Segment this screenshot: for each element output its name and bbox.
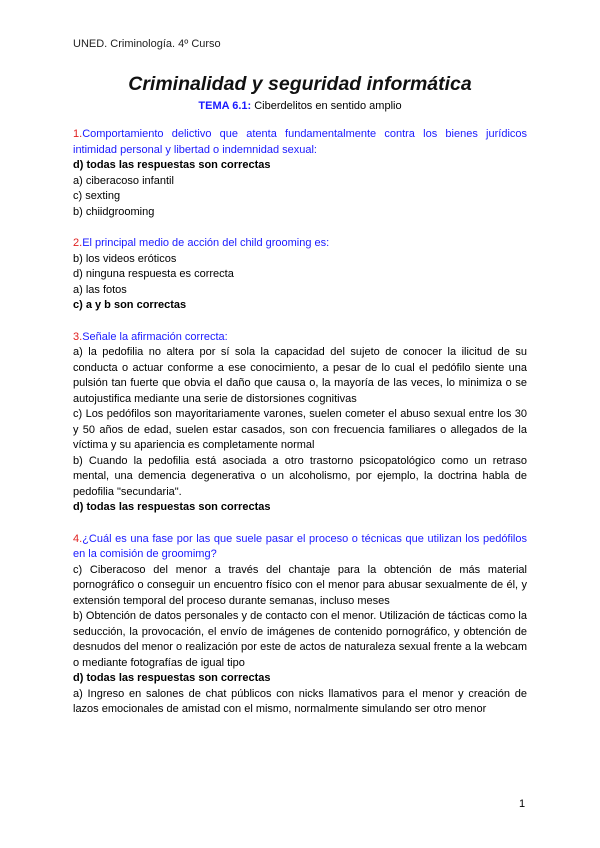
question-2 — [73, 236, 527, 314]
question-number: 3. — [73, 330, 83, 343]
questions-section — [73, 127, 527, 734]
answer-option: a) la pedofilia no altera por sí sola la capacidad del sujeto de conocer la ilicitud de su conducta o actuar conforme a ese conocimiento, a pesar de lo cual el pedófilo siente una pulsión tan fuerte que obvia el daño que causa o, la mayoría de las veces, lo minimiza o se autojustifica mediante una serie de distorsiones cognitivas — [73, 346, 527, 405]
tema-text: Ciberdelitos en sentido amplio — [251, 100, 402, 112]
answer-option: c) Ciberacoso del menor a través del chantaje para la obtención de más material pornográfico o conseguir un encuentro físico con el menor para abusar sexualmente de él, y extensión temporal del proceso durante semanas, incluso meses — [73, 563, 527, 607]
answer-option: c) Los pedófilos son mayoritariamente varones, suelen cometer el abuso sexual entre los 30 y 50 años de edad, suelen estar casados, son con frecuencia familiares o allegados de la víctima y su apariencia es completamente normal — [73, 408, 527, 451]
question-statement: ¿Cuál es una fase por las que suele pasar el proceso o técnicas que utilizan los pedófilos en la comisión de groomimg? — [73, 532, 527, 560]
document-subtitle — [0, 100, 600, 112]
answer-option: b) los videos eróticos — [73, 252, 177, 265]
answer-option: d) ninguna respuesta es correcta — [73, 268, 234, 280]
question-number: 4. — [73, 532, 83, 545]
answer-option-correct: d) todas las respuestas son correctas — [73, 159, 271, 171]
answer-option-correct: d) todas las respuestas son correctas — [73, 501, 271, 513]
question-text — [73, 127, 527, 158]
answer-option-correct: d) todas las respuestas son correctas — [73, 672, 271, 684]
question-statement: El principal medio de acción del child grooming es: — [82, 237, 330, 249]
document-title: Criminalidad y seguridad informática — [128, 73, 472, 95]
question-text — [73, 330, 527, 346]
question-4 — [73, 532, 527, 718]
answer-option: b) Obtención de datos personales y de contacto con el menor. Utilización de tácticas como la seducción, la provocación, el envío de imágenes de contenido pornográfico, y obtención de desnudos del menor o realización por este de actos de naturaleza sexual frente a la webcam o mediante fotografías de igual tipo — [73, 610, 527, 669]
question-text — [73, 236, 527, 252]
question-statement: Comportamiento delictivo que atenta fundamentalmente contra los bienes jurídicos intimidad personal y libertad o indemnidad sexual: — [73, 128, 527, 156]
answer-option: b) Cuando la pedofilia está asociada a otro trastorno psicopatológico como un retraso mental, una demencia degenerativa o un alcoholismo, por ejemplo, la doctrina habla de pedofilia "secundaria". — [73, 454, 527, 498]
tema-label: TEMA 6.1: — [198, 100, 252, 112]
answer-option-correct: c) a y b son correctas — [73, 299, 187, 311]
answer-option: a) las fotos — [73, 283, 127, 296]
document-header: UNED. Criminología. 4º Curso — [73, 38, 221, 50]
answer-option: a) ciberacoso infantil — [73, 174, 174, 187]
answer-option: a) Ingreso en salones de chat públicos con nicks llamativos para el menor y creación de lazos emocionales de amistad con el mismo, normalmente simulando ser otro menor — [73, 687, 527, 715]
question-number: 1. — [73, 128, 83, 140]
answer-option: c) sexting — [73, 190, 121, 202]
question-1 — [73, 127, 527, 220]
question-3 — [73, 330, 527, 516]
question-statement: Señale la afirmación correcta: — [82, 330, 228, 343]
answer-option: b) chiidgrooming — [73, 205, 155, 218]
question-text — [73, 532, 527, 563]
question-number: 2. — [73, 237, 83, 249]
page-number: 1 — [519, 798, 526, 810]
